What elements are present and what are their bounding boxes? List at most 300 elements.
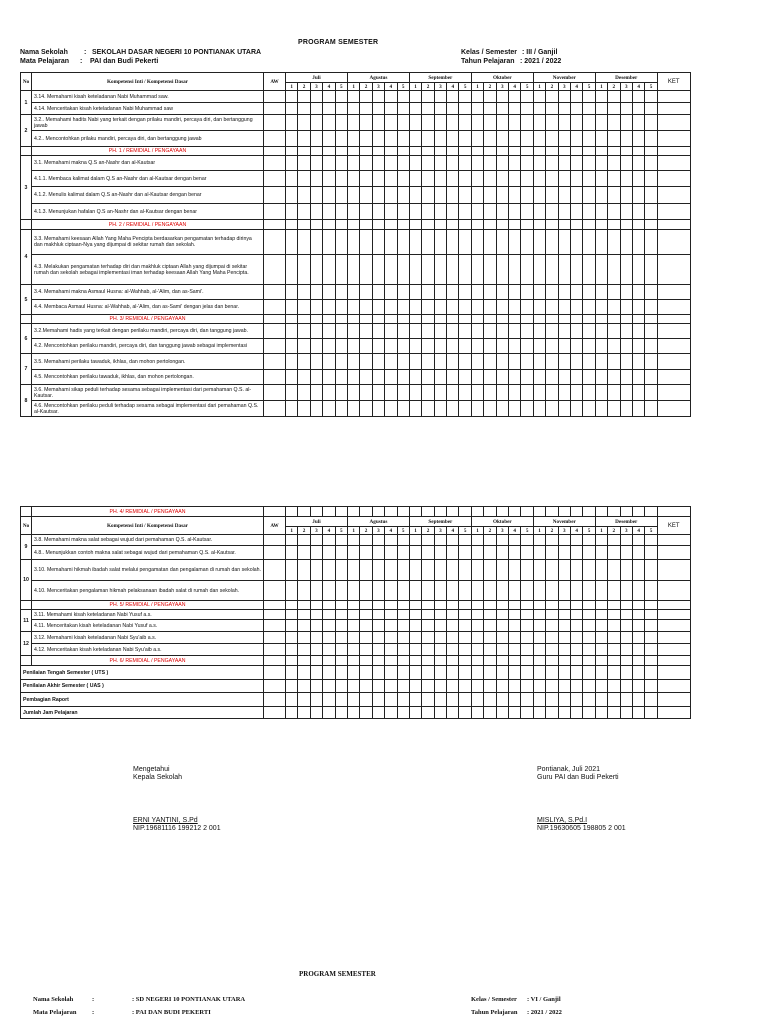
- week-cell: [608, 315, 620, 324]
- no-cell: [21, 147, 32, 156]
- week-cell: [645, 401, 657, 417]
- aw-cell: [264, 187, 286, 204]
- week-cell: [546, 147, 558, 156]
- week-cell: [310, 187, 322, 204]
- week-cell: [558, 220, 570, 230]
- aw-cell: [264, 601, 286, 610]
- week-cell: [509, 230, 521, 255]
- week-cell: [409, 560, 421, 581]
- week-cell: [335, 401, 347, 417]
- week-cell: [347, 285, 359, 300]
- week-cell: [360, 370, 372, 385]
- principal-nip: NIP.19681116 199212 2 001: [133, 825, 221, 832]
- week-cell: [521, 385, 533, 401]
- week-cell: [422, 91, 434, 103]
- table-row: [21, 171, 691, 187]
- week-cell: [323, 255, 335, 285]
- week-cell: [632, 601, 644, 610]
- week-cell: [570, 220, 582, 230]
- competency-text: 3.5. Memahami perilaku tawaduk, ikhlas, dan mohon pertolongan.: [32, 354, 264, 370]
- week-cell: [459, 147, 471, 156]
- week-cell: [632, 339, 644, 354]
- header-month: September: [409, 517, 471, 527]
- week-cell: [397, 507, 409, 517]
- week-cell: [397, 610, 409, 620]
- competency-text: 3.12. Memahami kisah keteladanan Nabi Syu'aib a.s.: [32, 632, 264, 644]
- week-cell: [620, 255, 632, 285]
- week-cell: [496, 156, 508, 171]
- week-cell: [310, 546, 322, 560]
- ket-cell: [657, 666, 690, 680]
- week-cell: [286, 546, 298, 560]
- week-cell: [459, 115, 471, 131]
- week-cell: [422, 560, 434, 581]
- header-week: 1: [533, 83, 545, 91]
- week-cell: [347, 610, 359, 620]
- week-cell: [323, 370, 335, 385]
- week-cell: [521, 680, 533, 693]
- week-cell: [570, 666, 582, 680]
- week-cell: [570, 103, 582, 115]
- week-cell: [385, 680, 397, 693]
- week-cell: [409, 339, 421, 354]
- week-cell: [298, 315, 310, 324]
- week-cell: [447, 644, 459, 656]
- header-week: 4: [570, 83, 582, 91]
- header-week: 3: [372, 83, 384, 91]
- week-cell: [434, 385, 446, 401]
- row-number: 10: [21, 560, 32, 601]
- week-cell: [595, 230, 607, 255]
- week-cell: [298, 610, 310, 620]
- week-cell: [335, 255, 347, 285]
- week-cell: [484, 693, 496, 707]
- week-cell: [632, 401, 644, 417]
- week-cell: [583, 315, 595, 324]
- week-cell: [471, 156, 483, 171]
- week-cell: [286, 171, 298, 187]
- aw-cell: [264, 401, 286, 417]
- week-cell: [496, 632, 508, 644]
- week-cell: [595, 285, 607, 300]
- week-cell: [608, 255, 620, 285]
- aw-cell: [264, 610, 286, 620]
- header-week: 1: [409, 83, 421, 91]
- week-cell: [298, 620, 310, 632]
- week-cell: [409, 680, 421, 693]
- week-cell: [409, 656, 421, 666]
- header-week: 1: [286, 527, 298, 535]
- week-cell: [632, 610, 644, 620]
- header-week: 1: [347, 83, 359, 91]
- header-kd: Kompetensi Inti / Kompetensi Dasar: [32, 73, 264, 91]
- week-cell: [484, 546, 496, 560]
- week-cell: [496, 581, 508, 601]
- week-cell: [496, 401, 508, 417]
- week-cell: [335, 115, 347, 131]
- week-cell: [422, 507, 434, 517]
- week-cell: [434, 91, 446, 103]
- week-cell: [595, 103, 607, 115]
- week-cell: [409, 147, 421, 156]
- week-cell: [347, 315, 359, 324]
- week-cell: [509, 115, 521, 131]
- week-cell: [397, 230, 409, 255]
- header-week: 4: [632, 83, 644, 91]
- week-cell: [447, 204, 459, 220]
- aw-cell: [264, 324, 286, 339]
- week-cell: [546, 204, 558, 220]
- week-cell: [496, 103, 508, 115]
- week-cell: [385, 535, 397, 546]
- week-cell: [422, 354, 434, 370]
- week-cell: [347, 693, 359, 707]
- week-cell: [583, 115, 595, 131]
- aw-cell: [264, 354, 286, 370]
- week-cell: [298, 171, 310, 187]
- week-cell: [632, 324, 644, 339]
- week-cell: [509, 204, 521, 220]
- week-cell: [323, 656, 335, 666]
- page2-subject-value: : PAI DAN BUDI PEKERTI: [132, 1009, 211, 1016]
- week-cell: [620, 187, 632, 204]
- table-row: [21, 610, 691, 620]
- week-cell: [471, 103, 483, 115]
- week-cell: [409, 610, 421, 620]
- week-cell: [385, 156, 397, 171]
- week-cell: [546, 610, 558, 620]
- header-week: 4: [385, 83, 397, 91]
- subject-label: Mata Pelajaran: [20, 58, 70, 65]
- week-cell: [558, 385, 570, 401]
- week-cell: [422, 656, 434, 666]
- week-cell: [447, 285, 459, 300]
- week-cell: [471, 535, 483, 546]
- week-cell: [372, 620, 384, 632]
- week-cell: [335, 300, 347, 315]
- aw-cell: [264, 300, 286, 315]
- week-cell: [620, 115, 632, 131]
- week-cell: [583, 91, 595, 103]
- week-cell: [434, 560, 446, 581]
- aw-cell: [264, 131, 286, 147]
- week-cell: [620, 610, 632, 620]
- week-cell: [533, 315, 545, 324]
- header-week: 4: [570, 527, 582, 535]
- week-cell: [546, 707, 558, 719]
- week-cell: [409, 666, 421, 680]
- week-cell: [521, 581, 533, 601]
- week-cell: [632, 370, 644, 385]
- no-cell: [21, 656, 32, 666]
- week-cell: [620, 131, 632, 147]
- week-cell: [546, 666, 558, 680]
- week-cell: [385, 644, 397, 656]
- week-cell: [484, 171, 496, 187]
- week-cell: [286, 632, 298, 644]
- week-cell: [397, 156, 409, 171]
- assessment-label: Penilaian Tengah Semester ( UTS ): [21, 666, 264, 680]
- week-cell: [372, 656, 384, 666]
- week-cell: [521, 507, 533, 517]
- week-cell: [434, 632, 446, 644]
- week-cell: [570, 581, 582, 601]
- week-cell: [459, 581, 471, 601]
- week-cell: [422, 324, 434, 339]
- competency-text: 4.14. Menceritakan kisah keteladanan Nabi Muhammad saw: [32, 103, 264, 115]
- week-cell: [533, 354, 545, 370]
- week-cell: [298, 103, 310, 115]
- week-cell: [360, 632, 372, 644]
- page2-year-label: Tahun Pelajaran: [471, 1009, 518, 1016]
- week-cell: [422, 644, 434, 656]
- week-cell: [546, 255, 558, 285]
- week-cell: [347, 187, 359, 204]
- week-cell: [583, 300, 595, 315]
- week-cell: [310, 204, 322, 220]
- week-cell: [335, 147, 347, 156]
- week-cell: [447, 354, 459, 370]
- week-cell: [546, 220, 558, 230]
- week-cell: [298, 707, 310, 719]
- week-cell: [471, 581, 483, 601]
- week-cell: [385, 693, 397, 707]
- week-cell: [583, 324, 595, 339]
- week-cell: [496, 131, 508, 147]
- week-cell: [484, 507, 496, 517]
- week-cell: [595, 220, 607, 230]
- aw-cell: [264, 220, 286, 230]
- week-cell: [447, 666, 459, 680]
- week-cell: [533, 666, 545, 680]
- week-cell: [409, 255, 421, 285]
- week-cell: [298, 324, 310, 339]
- week-cell: [558, 156, 570, 171]
- week-cell: [459, 632, 471, 644]
- aw-cell: [264, 546, 286, 560]
- week-cell: [372, 401, 384, 417]
- week-cell: [422, 103, 434, 115]
- week-cell: [360, 230, 372, 255]
- week-cell: [335, 220, 347, 230]
- week-cell: [471, 204, 483, 220]
- week-cell: [397, 370, 409, 385]
- week-cell: [608, 581, 620, 601]
- week-cell: [385, 632, 397, 644]
- week-cell: [347, 230, 359, 255]
- week-cell: [323, 324, 335, 339]
- week-cell: [595, 560, 607, 581]
- ket-cell: [657, 103, 690, 115]
- week-cell: [323, 315, 335, 324]
- week-cell: [298, 300, 310, 315]
- week-cell: [471, 693, 483, 707]
- header-week: 3: [496, 83, 508, 91]
- week-cell: [372, 385, 384, 401]
- week-cell: [521, 354, 533, 370]
- ket-cell: [657, 581, 690, 601]
- week-cell: [620, 147, 632, 156]
- week-cell: [620, 324, 632, 339]
- week-cell: [323, 339, 335, 354]
- week-cell: [632, 131, 644, 147]
- week-cell: [570, 131, 582, 147]
- week-cell: [298, 401, 310, 417]
- week-cell: [335, 581, 347, 601]
- aw-cell: [264, 285, 286, 300]
- week-cell: [632, 204, 644, 220]
- header-week: 5: [521, 527, 533, 535]
- week-cell: [286, 680, 298, 693]
- week-cell: [509, 147, 521, 156]
- week-cell: [570, 315, 582, 324]
- week-cell: [558, 560, 570, 581]
- week-cell: [471, 707, 483, 719]
- week-cell: [484, 324, 496, 339]
- week-cell: [608, 324, 620, 339]
- week-cell: [434, 680, 446, 693]
- week-cell: [533, 581, 545, 601]
- ket-cell: [657, 370, 690, 385]
- no-cell: [21, 220, 32, 230]
- week-cell: [372, 546, 384, 560]
- week-cell: [645, 91, 657, 103]
- week-cell: [323, 644, 335, 656]
- week-cell: [608, 230, 620, 255]
- week-cell: [422, 680, 434, 693]
- header-week: 5: [397, 527, 409, 535]
- week-cell: [434, 115, 446, 131]
- header-week: 4: [385, 527, 397, 535]
- week-cell: [509, 707, 521, 719]
- week-cell: [471, 680, 483, 693]
- week-cell: [484, 707, 496, 719]
- week-cell: [484, 147, 496, 156]
- week-cell: [323, 610, 335, 620]
- week-cell: [546, 230, 558, 255]
- week-cell: [335, 285, 347, 300]
- aw-cell: [264, 156, 286, 171]
- week-cell: [645, 632, 657, 644]
- week-cell: [434, 171, 446, 187]
- week-cell: [447, 535, 459, 546]
- table-row: [21, 370, 691, 385]
- week-cell: [310, 693, 322, 707]
- week-cell: [521, 546, 533, 560]
- week-cell: [546, 354, 558, 370]
- week-cell: [558, 354, 570, 370]
- week-cell: [509, 187, 521, 204]
- week-cell: [323, 581, 335, 601]
- row-number: 11: [21, 610, 32, 632]
- week-cell: [310, 601, 322, 610]
- week-cell: [323, 156, 335, 171]
- header-month: November: [533, 517, 595, 527]
- week-cell: [409, 171, 421, 187]
- week-cell: [310, 401, 322, 417]
- week-cell: [509, 610, 521, 620]
- week-cell: [558, 707, 570, 719]
- week-cell: [496, 187, 508, 204]
- week-cell: [409, 507, 421, 517]
- week-cell: [409, 204, 421, 220]
- week-cell: [335, 656, 347, 666]
- signature-right-name: [537, 817, 626, 833]
- competency-text: 4.12. Menceritakan kisah keteladanan Nabi Syu'aib a.s.: [32, 644, 264, 656]
- table-row: [21, 187, 691, 204]
- week-cell: [521, 204, 533, 220]
- week-cell: [509, 315, 521, 324]
- aw-cell: [264, 632, 286, 644]
- week-cell: [397, 91, 409, 103]
- week-cell: [546, 370, 558, 385]
- week-cell: [385, 204, 397, 220]
- ket-cell: [657, 354, 690, 370]
- week-cell: [422, 115, 434, 131]
- week-cell: [347, 103, 359, 115]
- week-cell: [521, 171, 533, 187]
- week-cell: [397, 620, 409, 632]
- header-kd: Kompetensi Inti / Kompetensi Dasar: [32, 517, 264, 535]
- week-cell: [335, 131, 347, 147]
- week-cell: [484, 666, 496, 680]
- week-cell: [447, 103, 459, 115]
- week-cell: [595, 204, 607, 220]
- week-cell: [471, 560, 483, 581]
- aw-cell: [264, 707, 286, 719]
- week-cell: [310, 115, 322, 131]
- week-cell: [409, 285, 421, 300]
- week-cell: [298, 644, 310, 656]
- week-cell: [608, 401, 620, 417]
- week-cell: [310, 156, 322, 171]
- header-week: 5: [335, 83, 347, 91]
- week-cell: [323, 204, 335, 220]
- right-line2: Guru PAI dan Budi Pekerti: [537, 774, 619, 781]
- week-cell: [632, 707, 644, 719]
- header-week: 5: [645, 83, 657, 91]
- week-cell: [620, 401, 632, 417]
- week-cell: [335, 680, 347, 693]
- week-cell: [447, 560, 459, 581]
- week-cell: [286, 131, 298, 147]
- week-cell: [360, 91, 372, 103]
- header-week: 1: [409, 527, 421, 535]
- week-cell: [632, 156, 644, 171]
- week-cell: [521, 115, 533, 131]
- page2-subject-label: Mata Pelajaran: [33, 1009, 77, 1016]
- week-cell: [595, 147, 607, 156]
- week-cell: [533, 707, 545, 719]
- week-cell: [360, 680, 372, 693]
- teacher-nip: NIP.19630605 198805 2 001: [537, 825, 626, 832]
- week-cell: [286, 91, 298, 103]
- week-cell: [434, 535, 446, 546]
- week-cell: [434, 620, 446, 632]
- week-cell: [533, 171, 545, 187]
- week-cell: [310, 147, 322, 156]
- week-cell: [409, 354, 421, 370]
- week-cell: [583, 103, 595, 115]
- week-cell: [310, 620, 322, 632]
- week-cell: [397, 115, 409, 131]
- week-cell: [521, 156, 533, 171]
- week-cell: [347, 131, 359, 147]
- week-cell: [323, 401, 335, 417]
- week-cell: [546, 385, 558, 401]
- header-week: 5: [583, 527, 595, 535]
- week-cell: [521, 187, 533, 204]
